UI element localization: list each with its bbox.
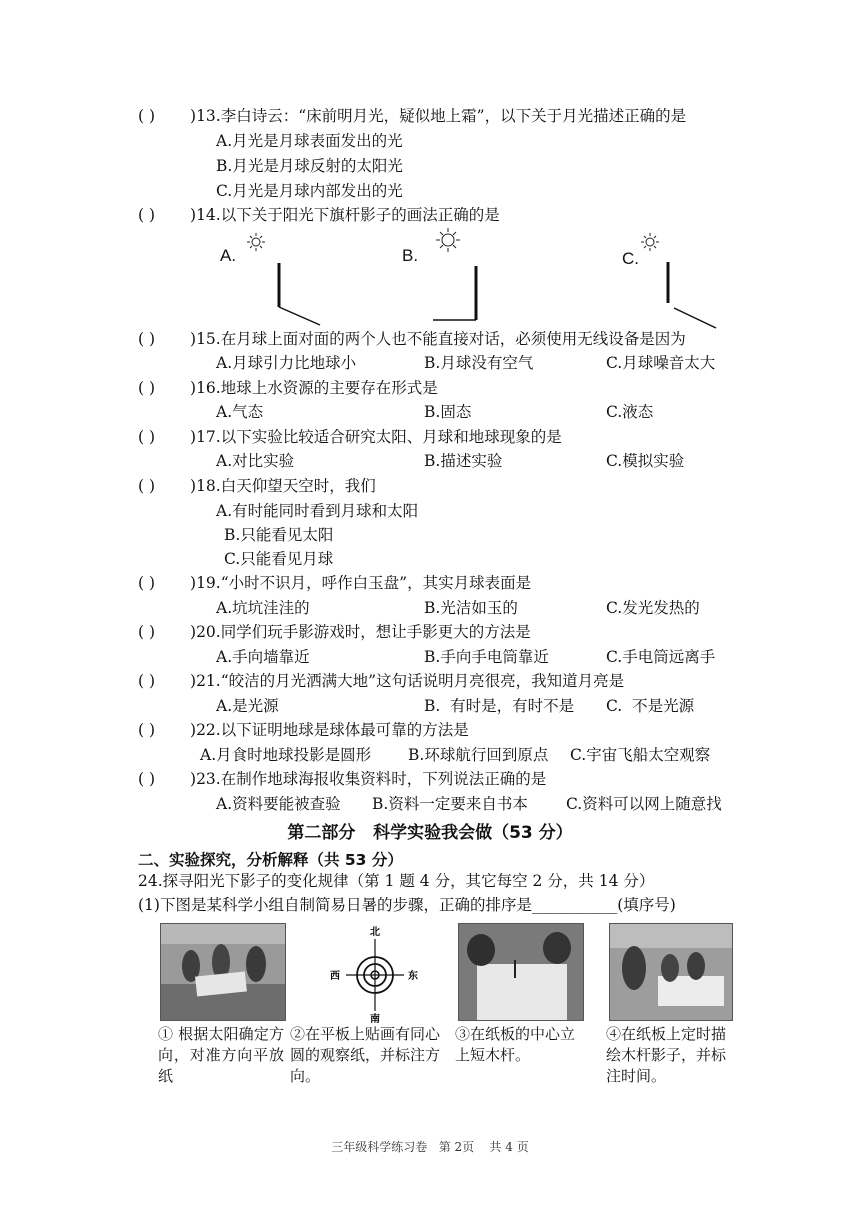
east-label: 东 xyxy=(408,971,418,982)
q17-option-b: B.描述实验 xyxy=(424,452,503,470)
q18-option-c: C.只能看见月球 xyxy=(224,550,334,568)
sun-icon xyxy=(641,233,659,251)
answer-blank[interactable]: ( ) xyxy=(138,770,156,788)
answer-blank[interactable]: ( ) xyxy=(138,574,156,592)
q23-option-b: B.资料一定要来自书本 xyxy=(372,795,528,813)
question-21: ( ) )21.“皎洁的月光洒满大地”这句话说明月亮很亮，我知道月亮是 xyxy=(138,669,624,693)
q17-option-a: A.对比实验 xyxy=(216,452,295,470)
q22-option-c: C.宇宙飞船太空观察 xyxy=(570,746,711,764)
answer-blank[interactable]: ( ) xyxy=(138,477,156,495)
answer-blank[interactable]: ( ) xyxy=(138,206,156,224)
q15-option-b: B.月球没有空气 xyxy=(424,354,534,372)
q19-option-b: B.光洁如玉的 xyxy=(424,599,518,617)
q21-option-b: B. 有时是，有时不是 xyxy=(424,697,575,715)
q20-option-a: A.手向墙靠近 xyxy=(216,648,310,666)
question-14: ( ) )14.以下关于阳光下旗杆影子的画法正确的是 xyxy=(138,203,500,227)
q14-label-c: C. xyxy=(622,249,639,268)
sun-icon xyxy=(436,228,460,252)
photo-standing-stick xyxy=(458,923,584,1021)
q22-option-a: A.月食时地球投影是圆形 xyxy=(200,746,372,764)
caption-step-1: ① 根据太阳确定方向，对准方向平放纸 xyxy=(158,1025,284,1085)
photo-placing-paper xyxy=(160,923,286,1021)
question-13: ( ) )13.李白诗云：“床前明月光，疑似地上霜”，以下关于月光描述正确的是 xyxy=(138,104,686,128)
answer-blank[interactable]: ( ) xyxy=(138,428,156,446)
question-15: ( ) )15.在月球上面对面的两个人也不能直接对话，必须使用无线设备是因为 xyxy=(138,327,686,351)
question-22: ( ) )22.以下证明地球是球体最可靠的方法是 xyxy=(138,718,469,742)
flagpole-shadow-diagrams xyxy=(0,0,860,340)
caption-step-3: ③在纸板的中心立上短木杆。 xyxy=(455,1025,576,1064)
caption-step-4: ④在纸板上定时描绘木杆影子，并标注时间。 xyxy=(606,1025,727,1085)
north-label: 北 xyxy=(370,927,380,938)
question-19: ( ) )19.“小时不识月，呼作白玉盘”，其实月球表面是 xyxy=(138,571,531,595)
question-17: ( ) )17.以下实验比较适合研究太阳、月球和地球现象的是 xyxy=(138,425,562,449)
sun-icon xyxy=(247,233,265,251)
q18-option-b: B.只能看见太阳 xyxy=(224,526,334,544)
q17-option-c: C.模拟实验 xyxy=(606,452,685,470)
south-label: 南 xyxy=(370,1014,380,1025)
q21-option-c: C. 不是光源 xyxy=(606,697,695,715)
q14-label-b: B. xyxy=(402,246,419,265)
west-label: 西 xyxy=(330,971,340,982)
answer-blank[interactable]: ( ) xyxy=(138,379,156,397)
q16-option-a: A.气态 xyxy=(216,403,264,421)
q19-option-a: A.坑坑洼洼的 xyxy=(216,599,310,617)
part-title: 第二部分 科学实验我会做（53 分） xyxy=(287,823,573,843)
question-23: ( ) )23.在制作地球海报收集资料时，下列说法正确的是 xyxy=(138,767,546,791)
section-heading: 二、实验探究，分析解释（共 53 分） xyxy=(138,851,403,869)
q22-option-b: B.环球航行回到原点 xyxy=(408,746,549,764)
question-16: ( ) )16.地球上水资源的主要存在形式是 xyxy=(138,376,438,400)
photo-tracing-shadow xyxy=(609,923,733,1021)
question-24: 24.探寻阳光下影子的变化规律（第 1 题 4 分，其它每空 2 分，共 14 分） xyxy=(138,872,655,890)
q23-option-c: C.资料可以网上随意找 xyxy=(566,795,722,813)
caption-step-2: ②在平板上贴画有同心圆的观察纸，并标注方向。 xyxy=(290,1025,441,1085)
q16-option-c: C.液态 xyxy=(606,403,654,421)
question-24-1: (1)下图是某科学小组自制简易日暑的步骤，正确的排序是___________(填序号) xyxy=(138,896,676,914)
q19-option-c: C.发光发热的 xyxy=(606,599,700,617)
answer-blank[interactable]: ( ) xyxy=(138,623,156,641)
question-18: ( ) )18.白天仰望天空时，我们 xyxy=(138,474,376,498)
q15-option-a: A.月球引力比地球小 xyxy=(216,354,357,372)
q20-option-b: B.手向手电筒靠近 xyxy=(424,648,549,666)
q23-option-a: A.资料要能被查验 xyxy=(216,795,341,813)
answer-blank[interactable]: ( ) xyxy=(138,107,156,125)
q15-option-c: C.月球噪音太大 xyxy=(606,354,716,372)
q13-option-b: B.月光是月球反射的太阳光 xyxy=(216,157,403,175)
concentric-circle-diagram xyxy=(330,925,420,1025)
q21-option-a: A.是光源 xyxy=(216,697,279,715)
q14-label-a: A. xyxy=(220,246,237,265)
answer-blank[interactable]: ( ) xyxy=(138,672,156,690)
q18-option-a: A.有时能同时看到月球和太阳 xyxy=(216,502,419,520)
answer-blank[interactable]: ( ) xyxy=(138,330,156,348)
q13-option-c: C.月光是月球内部发出的光 xyxy=(216,182,403,200)
q16-option-b: B.固态 xyxy=(424,403,472,421)
q13-option-a: A.月光是月球表面发出的光 xyxy=(216,132,403,150)
q20-option-c: C.手电筒远离手 xyxy=(606,648,716,666)
question-20: ( ) )20.同学们玩手影游戏时，想让手影更大的方法是 xyxy=(138,620,531,644)
page-footer: 三年级科学练习卷 第 2页 共 4 页 xyxy=(331,1140,529,1154)
answer-blank[interactable]: ( ) xyxy=(138,721,156,739)
